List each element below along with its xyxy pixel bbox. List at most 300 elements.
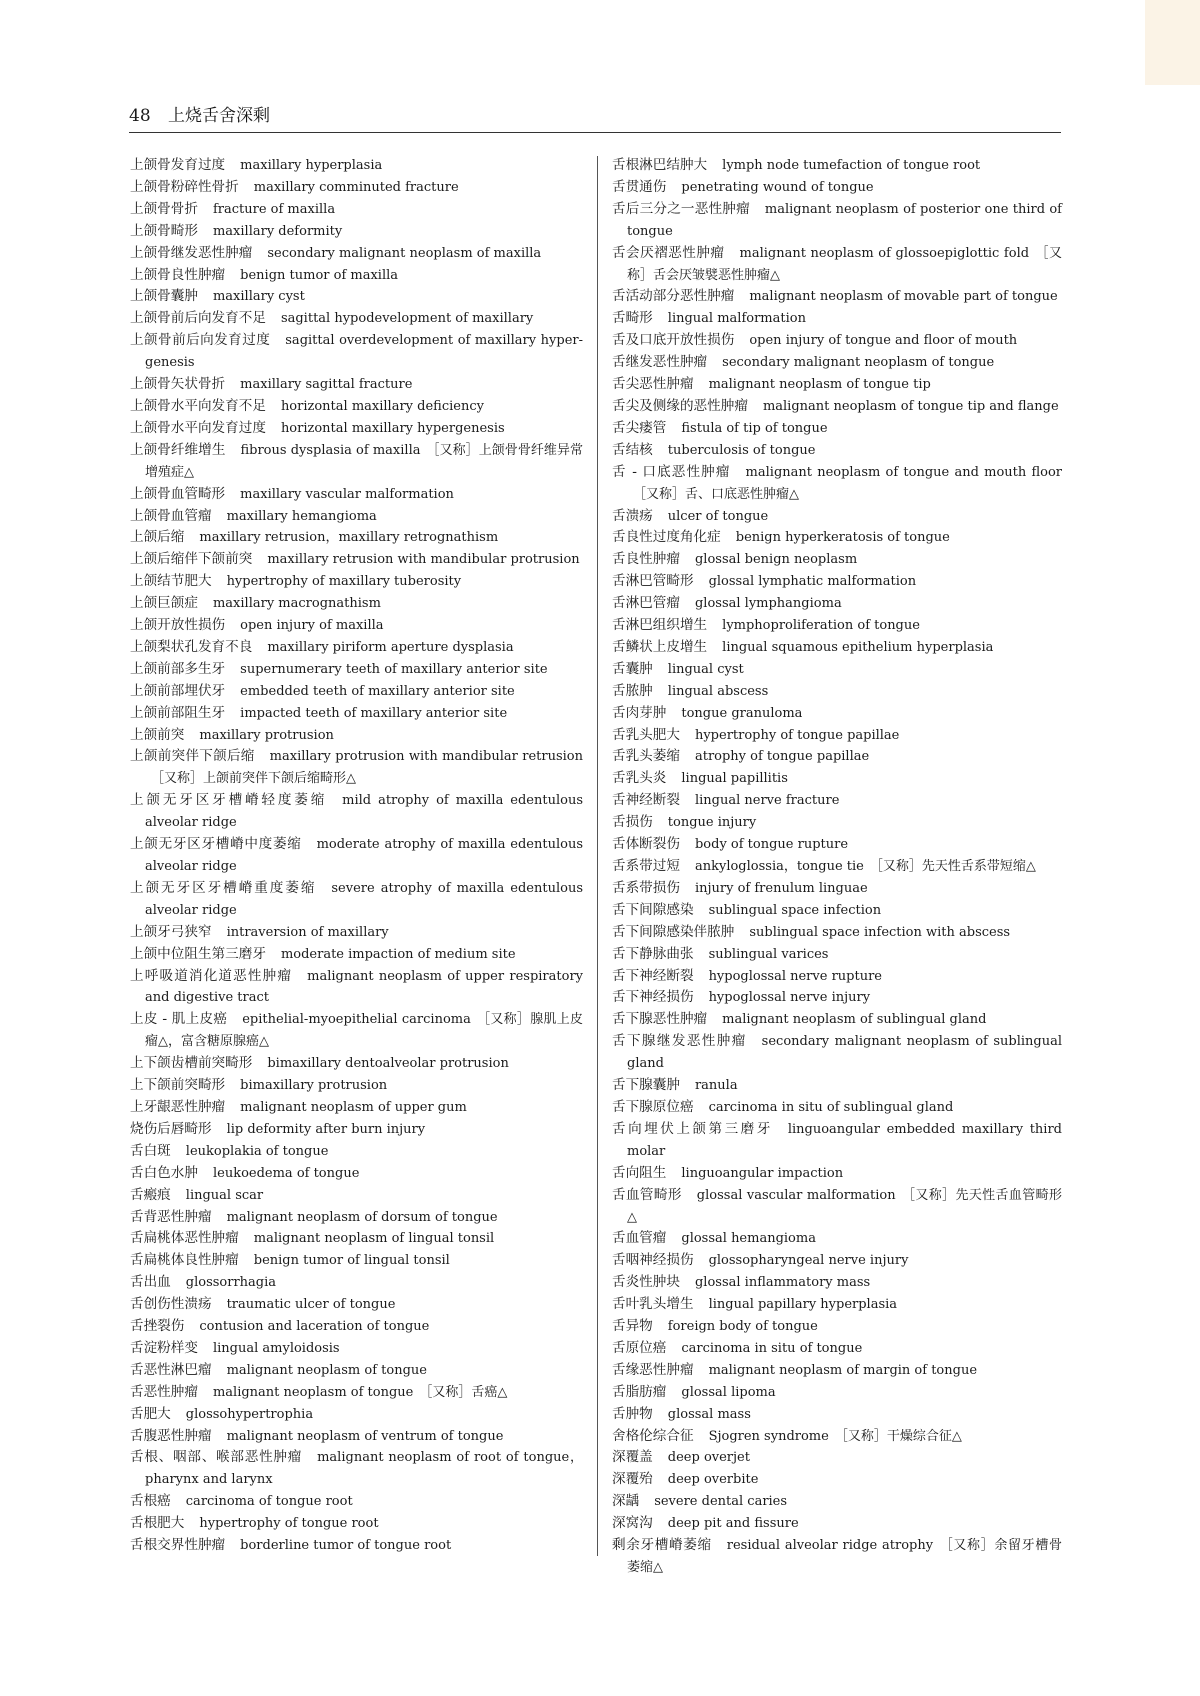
entry-term-en: deep overbite [667,1472,759,1488]
entry-term-en: horizontal maxillary hypergenesis [280,420,505,436]
entry-term-zh: 舌肥大 [130,1405,171,1422]
glossary-entry [612,834,1062,856]
entry-term-en: lymphoproliferation of tongue [722,618,920,634]
entry-term-en: lingual papillitis [681,771,788,787]
entry-term-en: lingual malformation [667,311,806,327]
entry-term-zh: 上下颌齿槽前突畸形 [130,1055,253,1072]
glossary-entry [130,396,583,418]
entry-term-zh: 上颌骨纤维增生 [130,441,226,458]
entry-term-en: malignant neoplasm of sublingual gland [722,1012,987,1028]
entry-term-zh: 上颌骨粉碎性骨折 [130,178,239,195]
entry-term-en: glossal vascular malformation [696,1187,896,1203]
glossary-entry [612,856,1062,878]
entry-term-zh: 上颌骨血管畸形 [130,485,226,502]
glossary-entry [130,944,583,966]
glossary-entry [130,790,583,834]
entry-term-zh: 上颌骨水平向发育不足 [130,397,266,414]
glossary-entry [612,199,1062,243]
entry-term-en: sublingual varices [708,946,829,962]
entry-alias: ［又称］舌会厌皱襞恶性肿瘤△ [627,245,1062,283]
glossary-entry [130,703,583,725]
entry-term-en: linguoangular impaction [681,1165,844,1181]
glossary-entry [612,1426,1062,1448]
left-column [130,155,583,1557]
entry-term-en: horizontal maxillary deficiency [280,398,484,414]
entry-term-zh: 舌肉芽肿 [612,704,667,721]
glossary-entry [612,1097,1062,1119]
glossary-entry [612,308,1062,330]
entry-term-en: moderate atrophy of maxilla edentulous alveolar ridge [145,837,583,874]
glossary-entry [612,527,1062,549]
entry-term-en: malignant neoplasm of dorsum of tongue [226,1209,498,1225]
entry-term-zh: 上颌后缩伴下颌前突 [130,551,253,568]
entry-term-zh: 舌下腺恶性肿瘤 [612,1011,708,1028]
entry-term-zh: 舌体断裂伤 [612,836,680,853]
glossary-entry [612,549,1062,571]
glossary-entry [130,681,583,703]
entry-term-zh: 舌尖及侧缘的恶性肿瘤 [612,397,748,414]
entry-term-zh: 舌下静脉曲张 [612,945,694,962]
entry-term-en: secondary malignant neoplasm of sublingual gland [627,1034,1063,1072]
glossary-entry [130,1207,583,1229]
glossary-entry [130,1119,583,1141]
entry-term-en: supernumerary teeth of maxillary anterior site [240,661,548,677]
glossary-entry [130,1250,583,1272]
entry-term-zh: 舌系带过短 [612,858,680,874]
glossary-entry [612,1404,1062,1426]
glossary-entry [130,286,583,308]
glossary-entry [130,1382,583,1404]
entry-term-en: ankyloglossia，tongue tie [694,859,864,874]
entry-term-zh: 舌下神经损伤 [612,989,694,1006]
entry-term-en: malignant neoplasm of movable part of tongue [749,289,1058,305]
entry-alias: ［又称］先天性舌血管畸形△ [627,1187,1062,1225]
entry-term-zh: 舌根癌 [130,1493,171,1510]
glossary-entry [130,966,583,1010]
entry-term-zh: 舌结核 [612,441,653,458]
entry-term-zh: 舌继发恶性肿瘤 [612,354,708,371]
entry-term-en: fracture of maxilla [212,201,336,217]
glossary-entry [612,506,1062,528]
glossary-entry [612,1535,1062,1579]
entry-term-en: benign tumor of maxilla [240,267,399,283]
entry-term-en: atrophy of tongue papillae [694,749,870,765]
entry-term-en: glossal inflammatory mass [694,1275,871,1291]
entry-term-en: injury of frenulum linguae [694,880,868,896]
glossary-entry [130,484,583,506]
glossary-entry [130,659,583,681]
entry-term-zh: 舌畸形 [612,310,653,327]
glossary-entry [612,1185,1062,1229]
entry-term-en: Sjogren syndrome [708,1428,829,1444]
entry-term-zh: 舌乳头萎缩 [612,748,680,765]
entry-term-en: bimaxillary protrusion [240,1078,388,1094]
entry-term-zh: 舌恶性肿瘤 [130,1383,198,1400]
entry-term-en: tongue granuloma [681,705,803,721]
glossary-entry [130,571,583,593]
entry-term-zh: 上颌骨前后向发育过度 [130,332,271,349]
entry-term-zh: 舌系带损伤 [612,879,680,896]
entry-term-zh: 舌白斑 [130,1142,171,1159]
entry-term-en: hypoglossal nerve injury [708,990,871,1006]
entry-term-en: traumatic ulcer of tongue [226,1297,396,1313]
entry-term-en: benign hyperkeratosis of tongue [735,530,950,546]
glossary-entry [612,1382,1062,1404]
entry-term-zh: 舌扁桃体良性肿瘤 [130,1252,239,1269]
entry-term-en: moderate impaction of medium site [280,946,516,962]
glossary-entry [612,900,1062,922]
glossary-entry [612,1491,1062,1513]
glossary-entry [612,1360,1062,1382]
entry-term-en: malignant neoplasm of ventrum of tongue [226,1428,504,1444]
entry-term-zh: 上颌前突 [130,726,185,743]
glossary-entry [612,1009,1062,1031]
glossary-entry [130,746,583,790]
entry-term-zh: 上颌骨发育过度 [130,157,226,173]
entry-term-en: body of tongue rupture [694,837,849,853]
entry-term-en: hypoglossal nerve rupture [708,968,882,984]
entry-term-en: malignant neoplasm of upper respiratory and digestive tract [145,968,584,1006]
glossary-entry [130,440,583,484]
glossary-entry [612,374,1062,396]
entry-term-zh: 舌白色水肿 [130,1164,198,1181]
glossary-entry [130,506,583,528]
glossary-entry [130,155,583,177]
entry-term-en: secondary malignant neoplasm of tongue [722,355,995,371]
entry-term-zh: 上颌前部多生牙 [130,660,226,677]
entry-term-zh: 舌下间隙感染伴脓肿 [612,923,735,940]
entry-term-zh: 上颌无牙区牙槽嵴重度萎缩 [130,879,317,896]
entry-term-en: fistula of tip of tongue [681,420,828,436]
entry-term-zh: 舌贯通伤 [612,178,667,195]
glossary-entry [612,1447,1062,1469]
entry-term-en: tongue injury [667,815,757,831]
entry-term-zh: 舌下腺原位癌 [612,1098,694,1115]
glossary-entry [130,1185,583,1207]
glossary-entry [612,703,1062,725]
entry-term-zh: 舌血管瘤 [612,1230,667,1247]
glossary-entry [130,1447,583,1491]
entry-term-zh: 舌根交界性肿瘤 [130,1537,226,1554]
entry-term-en: lymph node tumefaction of tongue root [722,158,981,173]
entry-term-zh: 上颌结节肥大 [130,573,212,590]
entry-term-zh: 舌原位癌 [612,1339,667,1356]
entry-term-en: glossal lipoma [681,1384,776,1400]
glossary-entry [612,593,1062,615]
entry-term-en: glossohypertrophia [185,1406,314,1422]
entry-term-en: sublingual space infection [708,902,882,918]
glossary-entry [612,1119,1062,1163]
column-divider [597,156,598,1556]
entry-term-zh: 上颌骨良性肿瘤 [130,266,226,283]
entry-term-zh: 舌淋巴管畸形 [612,573,694,590]
glossary-entry [130,265,583,287]
entry-term-en: ulcer of tongue [667,508,769,524]
entry-term-zh: 舌根、咽部、喉部恶性肿瘤 [130,1449,303,1466]
glossary-entry [130,725,583,747]
entry-term-en: lingual nerve fracture [694,793,840,809]
entry-term-zh: 舌挫裂伤 [130,1318,185,1335]
right-column [612,155,1062,1579]
entry-term-en: lingual abscess [667,683,769,699]
entry-term-zh: 上下颌前突畸形 [130,1077,226,1094]
entry-term-en: linguoangular embedded maxillary third molar [627,1121,1062,1159]
glossary-entry [130,922,583,944]
entry-term-en: maxillary hyperplasia [240,158,383,173]
glossary-entry [130,374,583,396]
entry-term-zh: 舌尖恶性肿瘤 [612,376,694,393]
glossary-entry [130,549,583,571]
entry-term-zh: 深覆殆 [612,1471,653,1488]
entry-term-en: maxillary cyst [212,289,305,305]
entry-term-zh: 上颌后缩 [130,529,185,546]
entry-term-zh: 舌淀粉样变 [130,1339,198,1356]
entry-term-en: foreign body of tongue [667,1319,818,1335]
entry-term-en: leukoedema of tongue [212,1165,360,1181]
entry-term-en: deep overjet [667,1450,750,1466]
glossary-entry [130,593,583,615]
glossary-entry [130,1097,583,1119]
entry-term-en: intraversion of maxillary [226,924,389,940]
entry-term-en: mild atrophy of maxilla edentulous alveolar ridge [145,793,584,831]
entry-term-en: tuberculosis of tongue [667,442,816,458]
entry-alias: ［又称］余留牙槽骨萎缩△ [627,1538,1062,1575]
entry-term-zh: 舌炎性肿块 [612,1274,680,1291]
glossary-entry [612,418,1062,440]
entry-alias: ［又称］上颌前突伴下颌后缩畸形△ [151,771,356,787]
glossary-entry [130,243,583,265]
glossary-entry [130,1535,583,1557]
entry-term-zh: 舌瘢痕 [130,1186,171,1203]
entry-term-zh: 烧伤后唇畸形 [130,1120,212,1137]
entry-term-en: maxillary sagittal fracture [240,377,413,393]
glossary-entry [612,396,1062,418]
glossary-entry [612,571,1062,593]
entry-term-en: severe dental caries [654,1494,788,1510]
glossary-entry [612,1469,1062,1491]
glossary-entry [612,286,1062,308]
entry-term-en: maxillary protrusion [199,727,334,743]
entry-term-zh: 深覆盖 [612,1449,653,1466]
entry-term-en: glossal mass [667,1406,751,1422]
entry-term-zh: 舌神经断裂 [612,792,680,809]
entry-term-en: ranula [694,1078,738,1094]
entry-term-en: severe atrophy of maxilla edentulous alveolar ridge [145,880,583,918]
entry-term-zh: 舌叶乳头增生 [612,1296,694,1313]
entry-term-zh: 舌出血 [130,1274,171,1291]
glossary-entry [612,987,1062,1009]
entry-term-zh: 剩余牙槽嵴萎缩 [612,1537,712,1554]
entry-term-zh: 舌良性肿瘤 [612,551,680,568]
entry-term-en: leukoplakia of tongue [185,1143,329,1159]
entry-term-zh: 上皮 - 肌上皮癌 [130,1011,228,1028]
entry-term-zh: 上颌前部阻生牙 [130,704,226,721]
glossary-entry [612,352,1062,374]
glossary-entry [130,177,583,199]
entry-term-en: open injury of tongue and floor of mouth [749,333,1018,349]
entry-term-en: lingual scar [185,1187,264,1203]
entry-term-en: malignant neoplasm of tongue [226,1362,427,1378]
entry-term-en: malignant neoplasm of posterior one third of tongue [627,201,1062,239]
glossary-entry [130,1075,583,1097]
entry-term-zh: 舌后三分之一恶性肿瘤 [612,200,750,217]
entry-term-zh: 舌下腺囊肿 [612,1077,680,1094]
entry-term-zh: 舌根肥大 [130,1515,185,1532]
entry-term-zh: 上颌无牙区牙槽嵴中度萎缩 [130,836,302,853]
entry-term-en: lingual papillary hyperplasia [708,1297,898,1313]
entry-term-zh: 上颌骨水平向发育过度 [130,419,266,436]
entry-term-en: lingual amyloidosis [212,1340,340,1356]
entry-term-en: malignant neoplasm of tongue tip and flange [762,398,1059,414]
glossary-entry [612,790,1062,812]
entry-term-en: carcinoma of tongue root [185,1494,353,1510]
entry-term-zh: 上颌无牙区牙槽嵴轻度萎缩 [130,792,328,809]
glossary-entry [130,1141,583,1163]
entry-term-zh: 舌良性过度角化症 [612,529,721,546]
glossary-entry [130,834,583,878]
entry-term-zh: 舌会厌褶恶性肿瘤 [612,244,725,261]
entry-term-zh: 舌囊肿 [612,660,653,677]
entry-term-en: malignant neoplasm of margin of tongue [708,1362,978,1378]
entry-term-zh: 舌异物 [612,1318,653,1335]
entry-term-en: borderline tumor of tongue root [240,1538,452,1554]
entry-term-en: maxillary macrognathism [212,596,381,612]
entry-term-en: carcinoma in situ of sublingual gland [708,1099,954,1115]
entry-term-zh: 舌乳头炎 [612,770,667,787]
glossary-entry [130,221,583,243]
entry-term-en: bimaxillary dentoalveolar protrusion [267,1056,509,1072]
entry-term-en: lingual squamous epithelium hyperplasia [722,639,994,655]
entry-term-en: impacted teeth of maxillary anterior site [240,705,508,721]
entry-term-zh: 舌向埋伏上颌第三磨牙 [612,1120,773,1137]
glossary-entry [612,746,1062,768]
glossary-entry [612,1075,1062,1097]
entry-term-en: malignant neoplasm of root of tongue，pharynx and larynx [145,1450,583,1488]
entry-term-en: residual alveolar ridge atrophy [726,1538,934,1554]
entry-term-en: maxillary deformity [212,223,343,239]
entry-alias: ［又称］腺肌上皮瘤△，富含糖原腺癌△ [145,1012,583,1050]
entry-term-en: maxillary hemangioma [226,508,377,524]
entry-term-zh: 舌脂肪瘤 [612,1383,667,1400]
entry-term-zh: 舌扁桃体恶性肿瘤 [130,1230,239,1247]
glossary-entry [130,1163,583,1185]
glossary-entry [612,681,1062,703]
entry-term-zh: 舌淋巴组织增生 [612,617,708,634]
entry-term-en: malignant neoplasm of tongue and mouth floor [745,464,1063,480]
entry-term-en: glossopharyngeal nerve injury [708,1253,909,1269]
glossary-entry [612,878,1062,900]
running-header [129,104,1061,128]
entry-term-en: glossal hemangioma [681,1231,816,1247]
glossary-entry [612,155,1062,177]
entry-term-en: sublingual space infection with abscess [749,924,1011,940]
entry-term-zh: 上颌前部埋伏牙 [130,682,226,699]
entry-term-en: sagittal hypodevelopment of maxillary [280,311,534,327]
entry-term-en: maxillary retrusion，maxillary retrognathism [199,530,499,546]
glossary-entry [612,1272,1062,1294]
entry-term-zh: 舌活动部分恶性肿瘤 [612,288,735,305]
entry-term-zh: 上颌开放性损伤 [130,617,226,634]
entry-term-en: maxillary vascular malformation [240,486,454,502]
entry-term-en: glossal benign neoplasm [694,552,858,568]
entry-term-zh: 上颌牙弓狭窄 [130,923,212,940]
entry-alias: ［又称］舌癌△ [419,1384,508,1400]
entry-term-en: hypertrophy of tongue papillae [694,727,900,743]
glossary-entry [612,1338,1062,1360]
entry-term-zh: 舌溃疡 [612,507,653,524]
entry-term-en: benign tumor of lingual tonsil [253,1253,450,1269]
entry-term-en: maxillary comminuted fracture [253,179,459,195]
entry-alias: ［又称］干燥综合征△ [834,1428,962,1444]
entry-term-zh: 舌鳞状上皮增生 [612,638,708,655]
glossary-entry [612,768,1062,790]
entry-term-zh: 上颌骨矢状骨折 [130,376,226,393]
entry-term-en: lip deformity after burn injury [226,1121,426,1137]
glossary-entry [130,1053,583,1075]
entry-term-en: open injury of maxilla [240,618,384,634]
glossary-entry [612,1316,1062,1338]
entry-term-zh: 舌根淋巴结肿大 [612,157,708,173]
entry-term-en: maxillary retrusion with mandibular protrusion [267,552,580,568]
entry-term-zh: 上颌中位阻生第三磨牙 [130,945,266,962]
glossary-entry [130,878,583,922]
glossary-entry [130,418,583,440]
entry-term-zh: 舌恶性淋巴瘤 [130,1361,212,1378]
glossary-entry [612,725,1062,747]
glossary-entry [612,615,1062,637]
glossary-entry [612,637,1062,659]
glossary-entry [130,1294,583,1316]
glossary-entry [612,1031,1062,1075]
glossary-entry [130,1513,583,1535]
entry-term-en: lingual cyst [667,661,744,677]
page-number: 48 [129,106,151,126]
entry-term-en: contusion and laceration of tongue [199,1319,430,1335]
entry-term-zh: 舌损伤 [612,814,653,831]
entry-term-zh: 舌下腺继发恶性肿瘤 [612,1033,747,1050]
entry-term-zh: 舌淋巴管瘤 [612,595,680,612]
glossary-entry [612,462,1062,506]
entry-term-en: carcinoma in situ of tongue [681,1340,863,1356]
entry-term-zh: 舌下神经断裂 [612,967,694,984]
glossary-entry [612,944,1062,966]
glossary-entry [612,1294,1062,1316]
entry-term-zh: 上颌梨状孔发育不良 [130,638,253,655]
glossary-entry [130,1316,583,1338]
entry-term-en: sagittal overdevelopment of maxillary hyper-genesis [145,333,584,371]
glossary-entry [612,330,1062,352]
entry-term-zh: 上颌骨继发恶性肿瘤 [130,244,253,261]
entry-term-en: hypertrophy of maxillary tuberosity [226,574,462,590]
entry-term-zh: 舌向阻生 [612,1164,667,1181]
glossary-entry [130,199,583,221]
entry-term-en: deep pit and fissure [667,1516,799,1532]
entry-term-en: glossal lymphangioma [694,596,842,612]
entry-term-zh: 舌 - 口底恶性肿瘤 [612,463,731,480]
entry-term-zh: 上颌前突伴下颌后缩 [130,748,255,765]
glossary-entry [130,527,583,549]
glossary-entry [130,1426,583,1448]
entry-term-zh: 舌脓肿 [612,682,653,699]
glossary-entry [130,330,583,374]
glossary-entry [612,1250,1062,1272]
glossary-entry [612,440,1062,462]
entry-term-zh: 舌咽神经损伤 [612,1252,694,1269]
glossary-entry [130,637,583,659]
glossary-entry [130,1404,583,1426]
entry-term-zh: 上颌骨骨折 [130,200,198,217]
entry-term-zh: 舌乳头肥大 [612,726,680,743]
